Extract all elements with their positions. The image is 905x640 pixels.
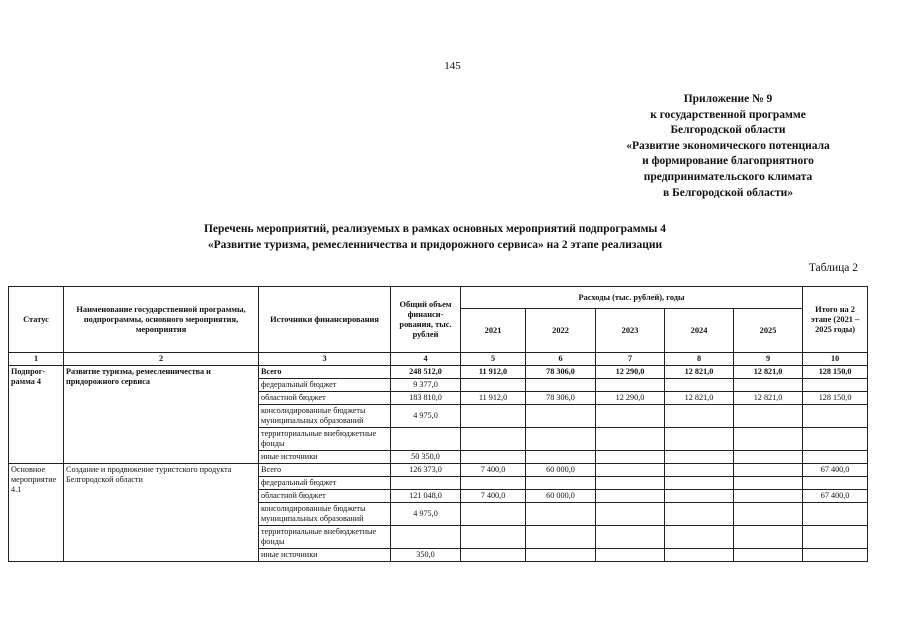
cell-2022 [526,379,596,392]
row-source: территориальные внебюджетные фонды [259,526,391,549]
appendix-header [598,92,858,201]
cell-2024 [665,464,734,477]
cell-total [391,428,461,451]
appendix-line: Приложение № 9 [683,93,773,105]
cell-2022 [526,428,596,451]
cell-2022: 78 306,0 [526,366,596,379]
cell-2022 [526,405,596,428]
cell-2023 [596,490,665,503]
cell-2022: 60 000,0 [526,464,596,477]
cell-2022: 78 306,0 [526,392,596,405]
cell-total: 4 975,0 [391,405,461,428]
column-number: 6 [526,353,596,366]
appendix-line: в Белгородской области» [663,186,793,199]
cell-stage: 128 150,0 [803,392,868,405]
cell-2024: 12 821,0 [665,392,734,405]
cell-2025 [734,526,803,549]
row-source: Всего [259,366,391,379]
column-number: 1 [9,353,64,366]
cell-stage [803,549,868,562]
cell-2022: 60 000,0 [526,490,596,503]
cell-stage: 128 150,0 [803,366,868,379]
page-number: 145 [444,60,461,72]
document-title [150,221,720,253]
cell-2024 [665,451,734,464]
cell-2024 [665,503,734,526]
cell-2025: 12 821,0 [734,366,803,379]
header-total: Общий объем финанси-рования, тыс. рублей [391,287,461,353]
cell-2024 [665,428,734,451]
appendix-line: «Развитие экономического потенциала [626,139,830,152]
header-source: Источники финансирования [259,287,391,353]
row-source: Всего [259,464,391,477]
cell-stage [803,503,868,526]
cell-2021 [461,526,526,549]
row-source: территориальные внебюджетные фонды [259,428,391,451]
cell-2025 [734,464,803,477]
column-number: 3 [259,353,391,366]
table-row [9,464,868,477]
cell-2025 [734,477,803,490]
cell-total: 126 373,0 [391,464,461,477]
cell-2023 [596,464,665,477]
cell-stage [803,379,868,392]
column-number: 8 [665,353,734,366]
cell-2023 [596,428,665,451]
table-label: Таблица 2 [808,262,858,274]
cell-stage: 67 400,0 [803,464,868,477]
cell-2023 [596,477,665,490]
cell-2021: 7 400,0 [461,490,526,503]
cell-2025 [734,379,803,392]
header-year-2024: 2024 [665,309,734,353]
header-expenses: Расходы (тыс. рублей), годы [461,287,803,309]
cell-2022 [526,503,596,526]
cell-total: 248 512,0 [391,366,461,379]
header-year-2021: 2021 [461,309,526,353]
column-number: 7 [596,353,665,366]
appendix-line: и формирование благоприятного [642,155,814,168]
column-number: 9 [734,353,803,366]
cell-2023 [596,405,665,428]
cell-2021 [461,549,526,562]
row-source: иные источники [259,451,391,464]
appendix-line: предпринимательского климата [643,170,813,183]
cell-2021: 11 912,0 [461,392,526,405]
cell-2022 [526,526,596,549]
cell-2025 [734,549,803,562]
cell-2021 [461,451,526,464]
cell-2024 [665,549,734,562]
cell-2021 [461,428,526,451]
cell-2021 [461,379,526,392]
column-number: 10 [803,353,868,366]
header-year-2022: 2022 [526,309,596,353]
cell-2021 [461,405,526,428]
appendix-line: Белгородской области [670,124,786,137]
cell-stage [803,405,868,428]
cell-stage [803,477,868,490]
cell-2024 [665,490,734,503]
row-source: консолидированные бюджеты муниципальных образований [259,405,391,428]
cell-total: 4 975,0 [391,503,461,526]
cell-2024 [665,379,734,392]
cell-stage [803,451,868,464]
header-stage-total: Итого на 2 этапе (2021 – 2025 годы) [803,287,868,353]
row-name: Развитие туризма, ремесленничества и придорожного сервиса [64,366,259,464]
header-year-2023: 2023 [596,309,665,353]
cell-2021: 11 912,0 [461,366,526,379]
cell-2023 [596,526,665,549]
cell-total: 183 810,0 [391,392,461,405]
cell-2024 [665,477,734,490]
row-status: Основное мероприятие 4.1 [9,464,64,562]
cell-2024: 12 821,0 [665,366,734,379]
activities-table [8,286,868,562]
title-line-1: Перечень мероприятий, реализуемых в рамках основных мероприятий подпрограммы 4 [203,223,667,235]
row-name: Создание и продвижение туристского продукта Белгородской области [64,464,259,562]
cell-2023 [596,379,665,392]
row-source: иные источники [259,549,391,562]
header-year-2025: 2025 [734,309,803,353]
cell-2022 [526,549,596,562]
row-source: федеральный бюджет [259,477,391,490]
cell-2025: 12 821,0 [734,392,803,405]
cell-2021 [461,503,526,526]
table-row [9,366,868,379]
row-source: консолидированные бюджеты муниципальных образований [259,503,391,526]
cell-2023: 12 290,0 [596,392,665,405]
cell-2021: 7 400,0 [461,464,526,477]
cell-2023 [596,451,665,464]
cell-total: 9 377,0 [391,379,461,392]
column-number: 2 [64,353,259,366]
header-name: Наименование государственной программы, подпрограммы, основного мероприятия, мероприятия [64,287,259,353]
cell-stage [803,526,868,549]
row-source: областной бюджет [259,490,391,503]
cell-2021 [461,477,526,490]
cell-2022 [526,477,596,490]
cell-2025 [734,490,803,503]
cell-2025 [734,405,803,428]
row-status: Подпрог-рамма 4 [9,366,64,464]
cell-total [391,477,461,490]
row-source: областной бюджет [259,392,391,405]
cell-2024 [665,526,734,549]
row-source: федеральный бюджет [259,379,391,392]
cell-2022 [526,451,596,464]
cell-total: 50 350,0 [391,451,461,464]
cell-2025 [734,451,803,464]
column-number: 5 [461,353,526,366]
cell-total: 350,0 [391,549,461,562]
column-number: 4 [391,353,461,366]
header-status: Статус [9,287,64,353]
column-numbers-row [9,353,868,366]
cell-stage [803,428,868,451]
cell-2023 [596,549,665,562]
title-line-2: «Развитие туризма, ремесленничества и придорожного сервиса» на 2 этапе реализации [207,239,663,251]
cell-stage: 67 400,0 [803,490,868,503]
cell-2025 [734,428,803,451]
cell-2023: 12 290,0 [596,366,665,379]
cell-2024 [665,405,734,428]
appendix-line: к государственной программе [650,108,806,121]
cell-2023 [596,503,665,526]
cell-2025 [734,503,803,526]
cell-total: 121 048,0 [391,490,461,503]
cell-total [391,526,461,549]
